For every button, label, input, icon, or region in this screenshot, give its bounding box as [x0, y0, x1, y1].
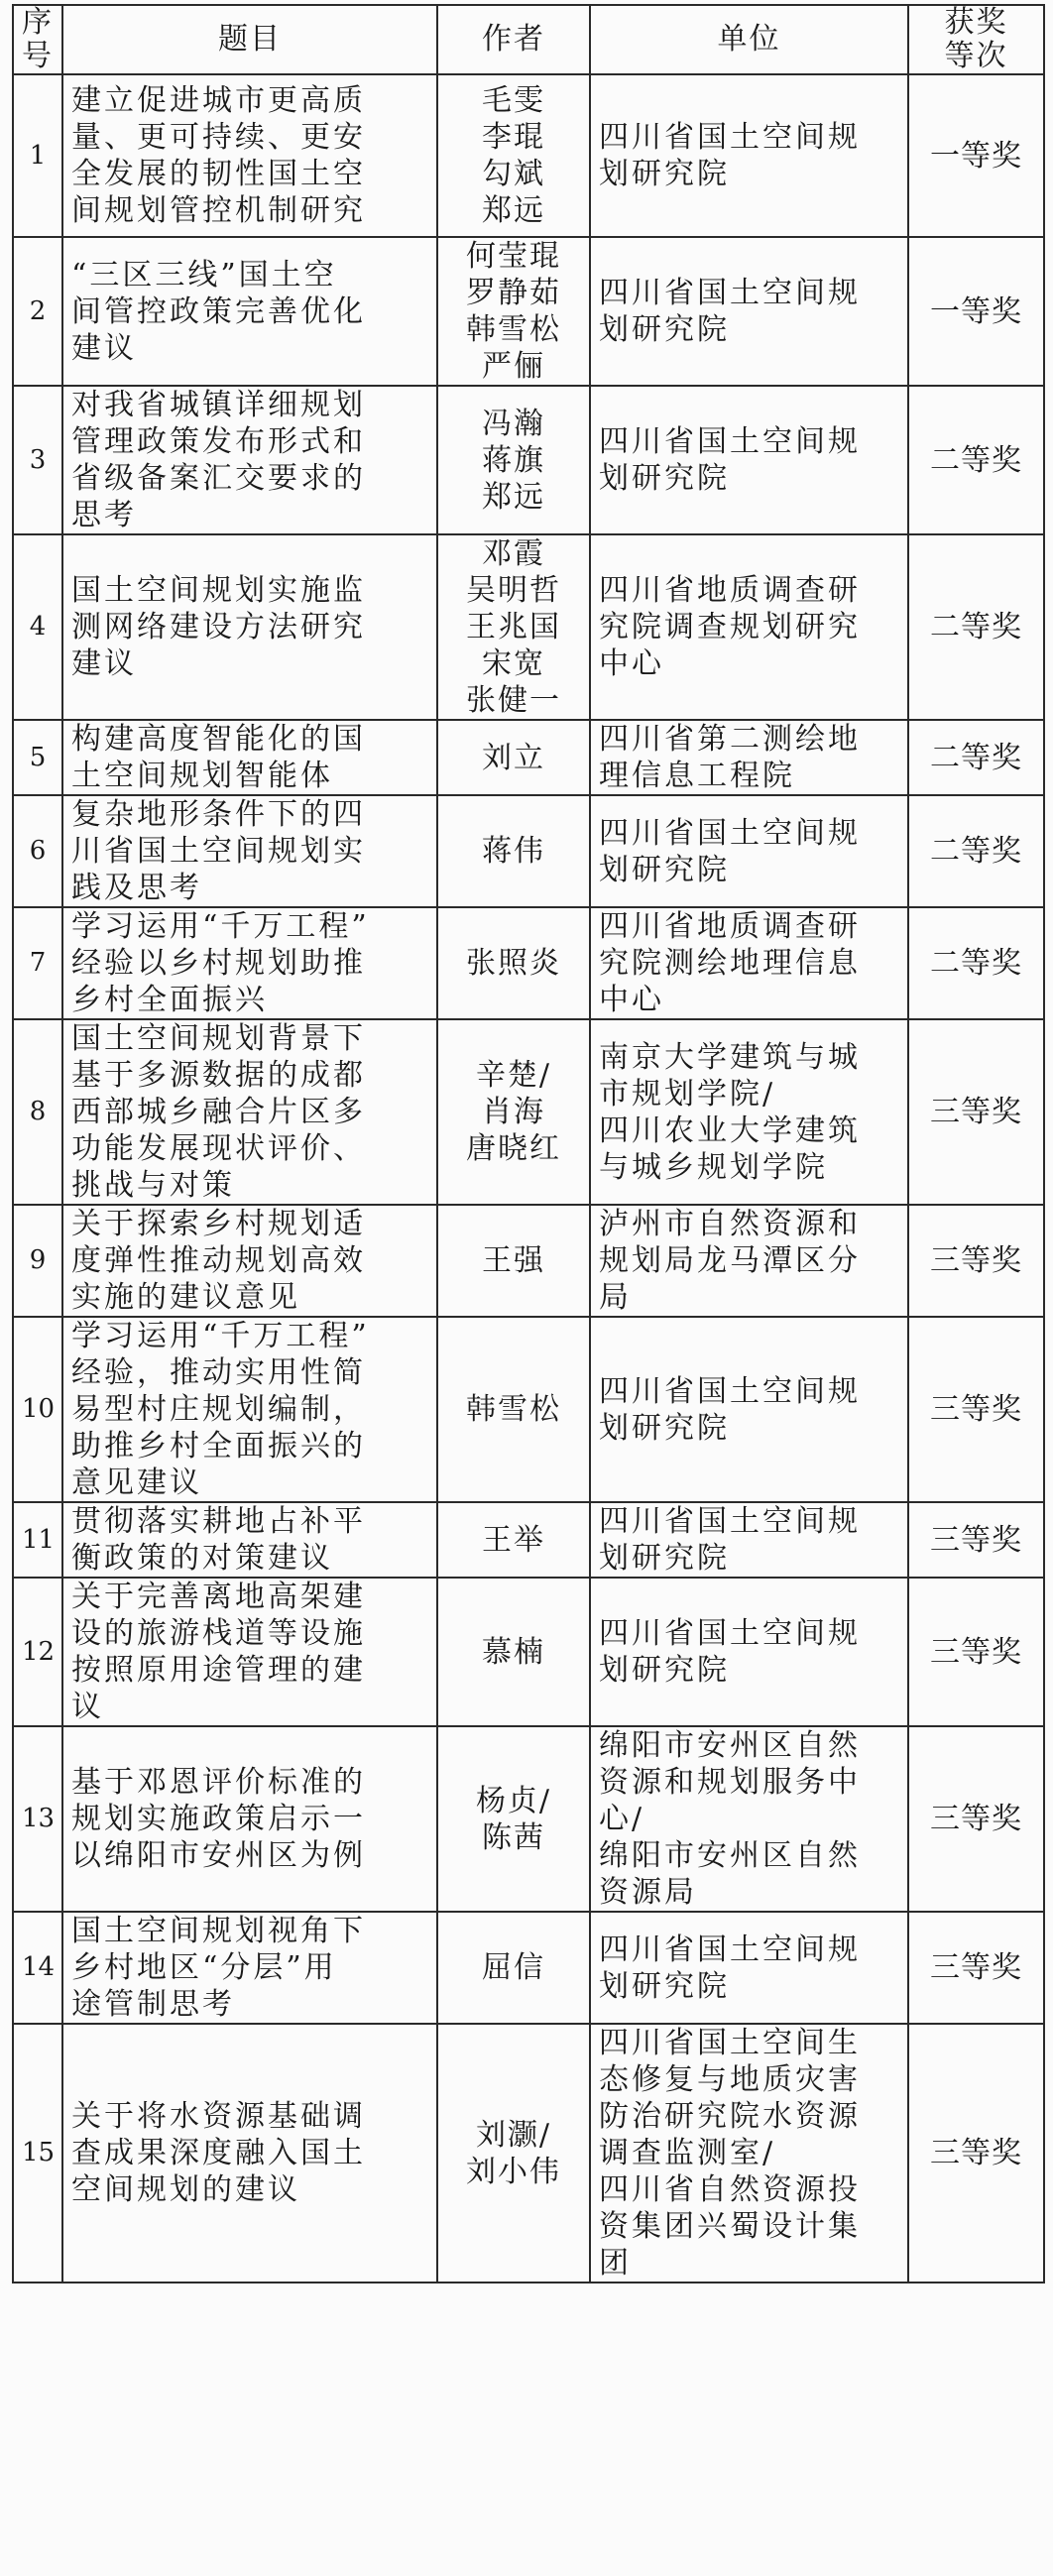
table-row: [13, 237, 1044, 386]
paper-authors-line: 张健一: [466, 683, 561, 718]
paper-title: [62, 237, 437, 386]
paper-title-line: 国土空间规划实施监: [71, 573, 366, 608]
author-unit: [590, 720, 908, 795]
award-rows: [13, 74, 1044, 2283]
author-unit-line: 究院调查规划研究: [599, 610, 861, 644]
paper-title: [62, 1502, 437, 1578]
paper-title: [62, 2024, 437, 2283]
paper-title-line: 意见建议: [71, 1465, 202, 1500]
paper-title: [62, 907, 437, 1019]
table-row: [13, 1726, 1044, 1912]
row-number: 11: [13, 1502, 62, 1578]
paper-title-line: 关于探索乡村规划适: [71, 1207, 366, 1241]
paper-title-line: 贯彻落实耕地占补平: [71, 1504, 366, 1539]
paper-title-line: 土空间规划智能体: [71, 759, 333, 793]
paper-title-line: 实施的建议意见: [71, 1280, 300, 1315]
row-number: 5: [13, 720, 62, 795]
paper-title-line: 途管制思考: [71, 1987, 235, 2022]
award-level: 一等奖: [908, 237, 1044, 386]
paper-title-line: 建议: [71, 646, 137, 681]
table-row: [13, 74, 1044, 237]
award-level: 三等奖: [908, 1502, 1044, 1578]
author-unit-line: 理信息工程院: [599, 759, 795, 793]
paper-authors-line: 刘灏/: [475, 2117, 552, 2153]
author-unit-line: 四川省地质调查研: [599, 573, 861, 608]
paper-authors: [437, 1912, 590, 2024]
award-level: 二等奖: [908, 534, 1044, 720]
author-unit-line: 防治研究院水资源: [599, 2099, 861, 2134]
author-unit: [590, 1726, 908, 1912]
paper-title-line: 挑战与对策: [71, 1168, 235, 1203]
award-level: 二等奖: [908, 386, 1044, 534]
author-unit-line: 四川省第二测绘地: [599, 722, 861, 757]
paper-authors-line: 勾斌: [482, 157, 545, 191]
author-unit-line: 四川省国土空间规: [599, 815, 861, 851]
row-number: 14: [13, 1912, 62, 2024]
paper-authors-line: 罗静茹: [466, 276, 561, 310]
paper-title-line: 全发展的韧性国土空: [71, 157, 366, 191]
paper-title-line: 川省国土空间规划实: [71, 834, 366, 869]
header-row: [13, 5, 1044, 74]
author-unit-line: 绵阳市安州区自然: [599, 1728, 861, 1763]
row-number: 3: [13, 386, 62, 534]
paper-authors-line: 李琨: [482, 120, 545, 155]
paper-title-line: 学习运用“千万工程”: [71, 909, 370, 944]
paper-title-line: 按照原用途管理的建: [71, 1653, 366, 1688]
author-unit-line: 四川农业大学建筑: [599, 1112, 861, 1148]
paper-title-line: 建立促进城市更高质: [71, 83, 366, 118]
paper-authors: [437, 1502, 590, 1578]
paper-title: [62, 795, 437, 907]
table-row: [13, 1317, 1044, 1502]
paper-authors-line: 王兆国: [466, 610, 561, 644]
paper-authors: [437, 1726, 590, 1912]
paper-authors-line: 蒋伟: [482, 834, 545, 869]
paper-title-line: 易型村庄规划编制，: [71, 1392, 366, 1427]
author-unit-line: 划研究院: [599, 157, 730, 191]
author-unit-line: 划研究院: [599, 461, 730, 496]
paper-authors-line: 吴明哲: [466, 573, 561, 608]
table-row: [13, 907, 1044, 1019]
award-level: 二等奖: [908, 720, 1044, 795]
paper-authors-line: 刘小伟: [466, 2154, 561, 2189]
paper-title-line: 功能发展现状评价、: [71, 1131, 366, 1166]
award-level: 三等奖: [908, 1317, 1044, 1502]
paper-title-line: 以绵阳市安州区为例: [71, 1838, 366, 1873]
table-row: [13, 720, 1044, 795]
author-unit: [590, 1019, 908, 1205]
paper-authors: [437, 1205, 590, 1317]
row-number: 4: [13, 534, 62, 720]
paper-authors: [437, 795, 590, 907]
table-row: [13, 1912, 1044, 2024]
header-author: 作者: [437, 5, 590, 74]
author-unit-line: 态修复与地质灾害: [599, 2062, 861, 2097]
author-unit-line: 四川省地质调查研: [599, 909, 861, 944]
author-unit-line: 南京大学建筑与城: [599, 1039, 861, 1075]
author-unit-line: 绵阳市安州区自然: [599, 1838, 861, 1873]
row-number: 8: [13, 1019, 62, 1205]
author-unit-line: 划研究院: [599, 852, 730, 887]
author-unit-line: 团: [599, 2246, 632, 2281]
author-unit-line: 调查监测室/: [599, 2136, 776, 2170]
paper-title: [62, 1912, 437, 2024]
paper-authors: [437, 74, 590, 237]
paper-title-line: 建议: [71, 330, 137, 366]
author-unit-line: 与城乡规划学院: [599, 1149, 828, 1185]
paper-authors-line: 严俪: [482, 349, 545, 384]
author-unit-line: 四川省国土空间规: [599, 276, 861, 310]
row-number: 12: [13, 1578, 62, 1726]
table-row: [13, 1502, 1044, 1578]
award-level: 三等奖: [908, 1205, 1044, 1317]
paper-title: [62, 1205, 437, 1317]
paper-title-line: 间规划管控机制研究: [71, 193, 366, 228]
paper-title-line: 乡村全面振兴: [71, 983, 268, 1017]
paper-authors-line: 慕楠: [482, 1634, 545, 1670]
award-table: [12, 4, 1045, 2283]
paper-title: [62, 74, 437, 237]
paper-authors: [437, 907, 590, 1019]
paper-title-line: 议: [71, 1690, 104, 1724]
paper-title-line: 国土空间规划视角下: [71, 1914, 366, 1948]
paper-authors: [437, 2024, 590, 2283]
paper-authors-line: 辛楚/: [475, 1058, 552, 1093]
paper-authors: [437, 386, 590, 534]
table-row: [13, 1578, 1044, 1726]
paper-authors-line: 宋宽: [482, 646, 545, 681]
paper-title-line: 西部城乡融合片区多: [71, 1095, 366, 1129]
author-unit-line: 四川省国土空间生: [599, 2026, 861, 2060]
author-unit-line: 划研究院: [599, 1410, 730, 1446]
paper-authors-line: 冯瀚: [482, 406, 545, 441]
paper-title-line: 对我省城镇详细规划: [71, 388, 366, 422]
paper-authors-line: 何莹琨: [466, 239, 561, 274]
paper-title-line: 助推乡村全面振兴的: [71, 1429, 366, 1464]
paper-authors: [437, 720, 590, 795]
paper-title-line: 学习运用“千万工程”: [71, 1319, 370, 1353]
award-level: 三等奖: [908, 1019, 1044, 1205]
paper-title-line: 量、更可持续、更安: [71, 120, 366, 155]
paper-title-line: 复杂地形条件下的四: [71, 797, 366, 832]
author-unit-line: 四川省国土空间规: [599, 1373, 861, 1409]
table-row: [13, 795, 1044, 907]
paper-authors-line: 韩雪松: [466, 1392, 561, 1427]
paper-authors-line: 唐晓红: [466, 1131, 561, 1166]
paper-title: [62, 386, 437, 534]
row-number: 2: [13, 237, 62, 386]
paper-authors: [437, 1317, 590, 1502]
paper-title: [62, 1726, 437, 1912]
paper-title: [62, 1578, 437, 1726]
paper-title-line: 构建高度智能化的国: [71, 722, 366, 757]
award-level: 一等奖: [908, 74, 1044, 237]
header-title: 题目: [62, 5, 437, 74]
table-row: [13, 1205, 1044, 1317]
author-unit: [590, 1205, 908, 1317]
paper-title-line: 度弹性推动规划高效: [71, 1243, 366, 1278]
award-level: 二等奖: [908, 795, 1044, 907]
paper-authors-line: 杨贞/: [475, 1783, 552, 1818]
paper-title-line: 经验，推动实用性简: [71, 1355, 366, 1390]
paper-title-line: 经验以乡村规划助推: [71, 946, 366, 981]
paper-title-line: 空间规划的建议: [71, 2172, 300, 2207]
paper-authors-line: 韩雪松: [466, 312, 561, 347]
author-unit-line: 中心: [599, 983, 664, 1017]
header-award: 获奖 等次: [908, 5, 1044, 74]
author-unit: [590, 386, 908, 534]
header-no: 序 号: [13, 5, 62, 74]
paper-title-line: 省级备案汇交要求的: [71, 461, 366, 496]
paper-title-line: 衡政策的对策建议: [71, 1541, 333, 1576]
paper-title-line: 关于完善离地高架建: [71, 1580, 366, 1614]
author-unit: [590, 1912, 908, 2024]
paper-title-line: 乡村地区“分层”用: [71, 1950, 337, 1985]
award-level: 三等奖: [908, 1578, 1044, 1726]
row-number: 6: [13, 795, 62, 907]
paper-authors-line: 屈信: [482, 1950, 545, 1985]
paper-title-line: 践及思考: [71, 871, 202, 905]
author-unit-line: 资集团兴蜀设计集: [599, 2209, 861, 2244]
author-unit-line: 划研究院: [599, 312, 730, 347]
author-unit-line: 资源局: [599, 1875, 697, 1910]
paper-authors-line: 郑远: [482, 479, 545, 515]
paper-authors-line: 刘立: [482, 740, 545, 775]
paper-authors-line: 郑远: [482, 193, 545, 228]
paper-title-line: 查成果深度融入国土: [71, 2136, 366, 2170]
author-unit: [590, 74, 908, 237]
author-unit-line: 四川省国土空间规: [599, 1504, 861, 1539]
author-unit-line: 心/: [599, 1802, 645, 1836]
paper-title: [62, 534, 437, 720]
author-unit: [590, 795, 908, 907]
author-unit-line: 四川省国土空间规: [599, 120, 861, 155]
author-unit-line: 泸州市自然资源和: [599, 1207, 861, 1241]
author-unit-line: 四川省国土空间规: [599, 424, 861, 459]
row-number: 15: [13, 2024, 62, 2283]
author-unit: [590, 1317, 908, 1502]
paper-authors: [437, 534, 590, 720]
header-unit: 单位: [590, 5, 908, 74]
paper-authors-line: 蒋旗: [482, 442, 545, 478]
author-unit-line: 四川省国土空间规: [599, 1932, 861, 1967]
row-number: 13: [13, 1726, 62, 1912]
author-unit-line: 划研究院: [599, 1541, 730, 1576]
author-unit-line: 划研究院: [599, 1968, 730, 2004]
author-unit: [590, 534, 908, 720]
award-level: 三等奖: [908, 1726, 1044, 1912]
author-unit-line: 中心: [599, 646, 664, 681]
paper-title-line: “三区三线”国土空: [71, 257, 337, 293]
author-unit-line: 划研究院: [599, 1653, 730, 1688]
award-level: 二等奖: [908, 907, 1044, 1019]
author-unit-line: 四川省国土空间规: [599, 1616, 861, 1651]
row-number: 10: [13, 1317, 62, 1502]
paper-authors-line: 王强: [482, 1243, 545, 1278]
author-unit-line: 局: [599, 1280, 632, 1315]
row-number: 9: [13, 1205, 62, 1317]
paper-authors-line: 张照炎: [466, 946, 561, 981]
paper-authors: [437, 1578, 590, 1726]
paper-title-line: 国土空间规划背景下: [71, 1021, 366, 1056]
paper-title-line: 规划实施政策启示一: [71, 1802, 366, 1836]
paper-authors-line: 邓霞: [482, 536, 545, 571]
award-level: 三等奖: [908, 2024, 1044, 2283]
award-level: 三等奖: [908, 1912, 1044, 2024]
table-row: [13, 534, 1044, 720]
paper-title-line: 测网络建设方法研究: [71, 610, 366, 644]
author-unit: [590, 2024, 908, 2283]
author-unit: [590, 907, 908, 1019]
paper-authors-line: 毛雯: [482, 83, 545, 118]
paper-authors-line: 王举: [482, 1522, 545, 1558]
author-unit: [590, 1502, 908, 1578]
author-unit-line: 资源和规划服务中: [599, 1765, 861, 1800]
author-unit-line: 市规划学院/: [599, 1076, 776, 1112]
author-unit: [590, 237, 908, 386]
paper-title-line: 基于多源数据的成都: [71, 1058, 366, 1093]
paper-title-line: 管理政策发布形式和: [71, 424, 366, 459]
author-unit-line: 规划局龙马潭区分: [599, 1243, 861, 1278]
paper-authors: [437, 1019, 590, 1205]
paper-title: [62, 1317, 437, 1502]
author-unit-line: 四川省自然资源投: [599, 2172, 861, 2207]
table-row: [13, 1019, 1044, 1205]
paper-title: [62, 1019, 437, 1205]
author-unit: [590, 1578, 908, 1726]
table-row: [13, 386, 1044, 534]
table-row: [13, 2024, 1044, 2283]
author-unit-line: 究院测绘地理信息: [599, 946, 861, 981]
paper-title-line: 关于将水资源基础调: [71, 2099, 366, 2134]
paper-title-line: 间管控政策完善优化: [71, 293, 366, 329]
paper-authors-line: 陈茜: [482, 1819, 545, 1855]
paper-authors-line: 肖海: [482, 1095, 545, 1129]
row-number: 1: [13, 74, 62, 237]
paper-title: [62, 720, 437, 795]
paper-title-line: 基于邓恩评价标准的: [71, 1765, 366, 1800]
row-number: 7: [13, 907, 62, 1019]
paper-title-line: 设的旅游栈道等设施: [71, 1616, 366, 1651]
paper-title-line: 思考: [71, 498, 137, 532]
paper-authors: [437, 237, 590, 386]
